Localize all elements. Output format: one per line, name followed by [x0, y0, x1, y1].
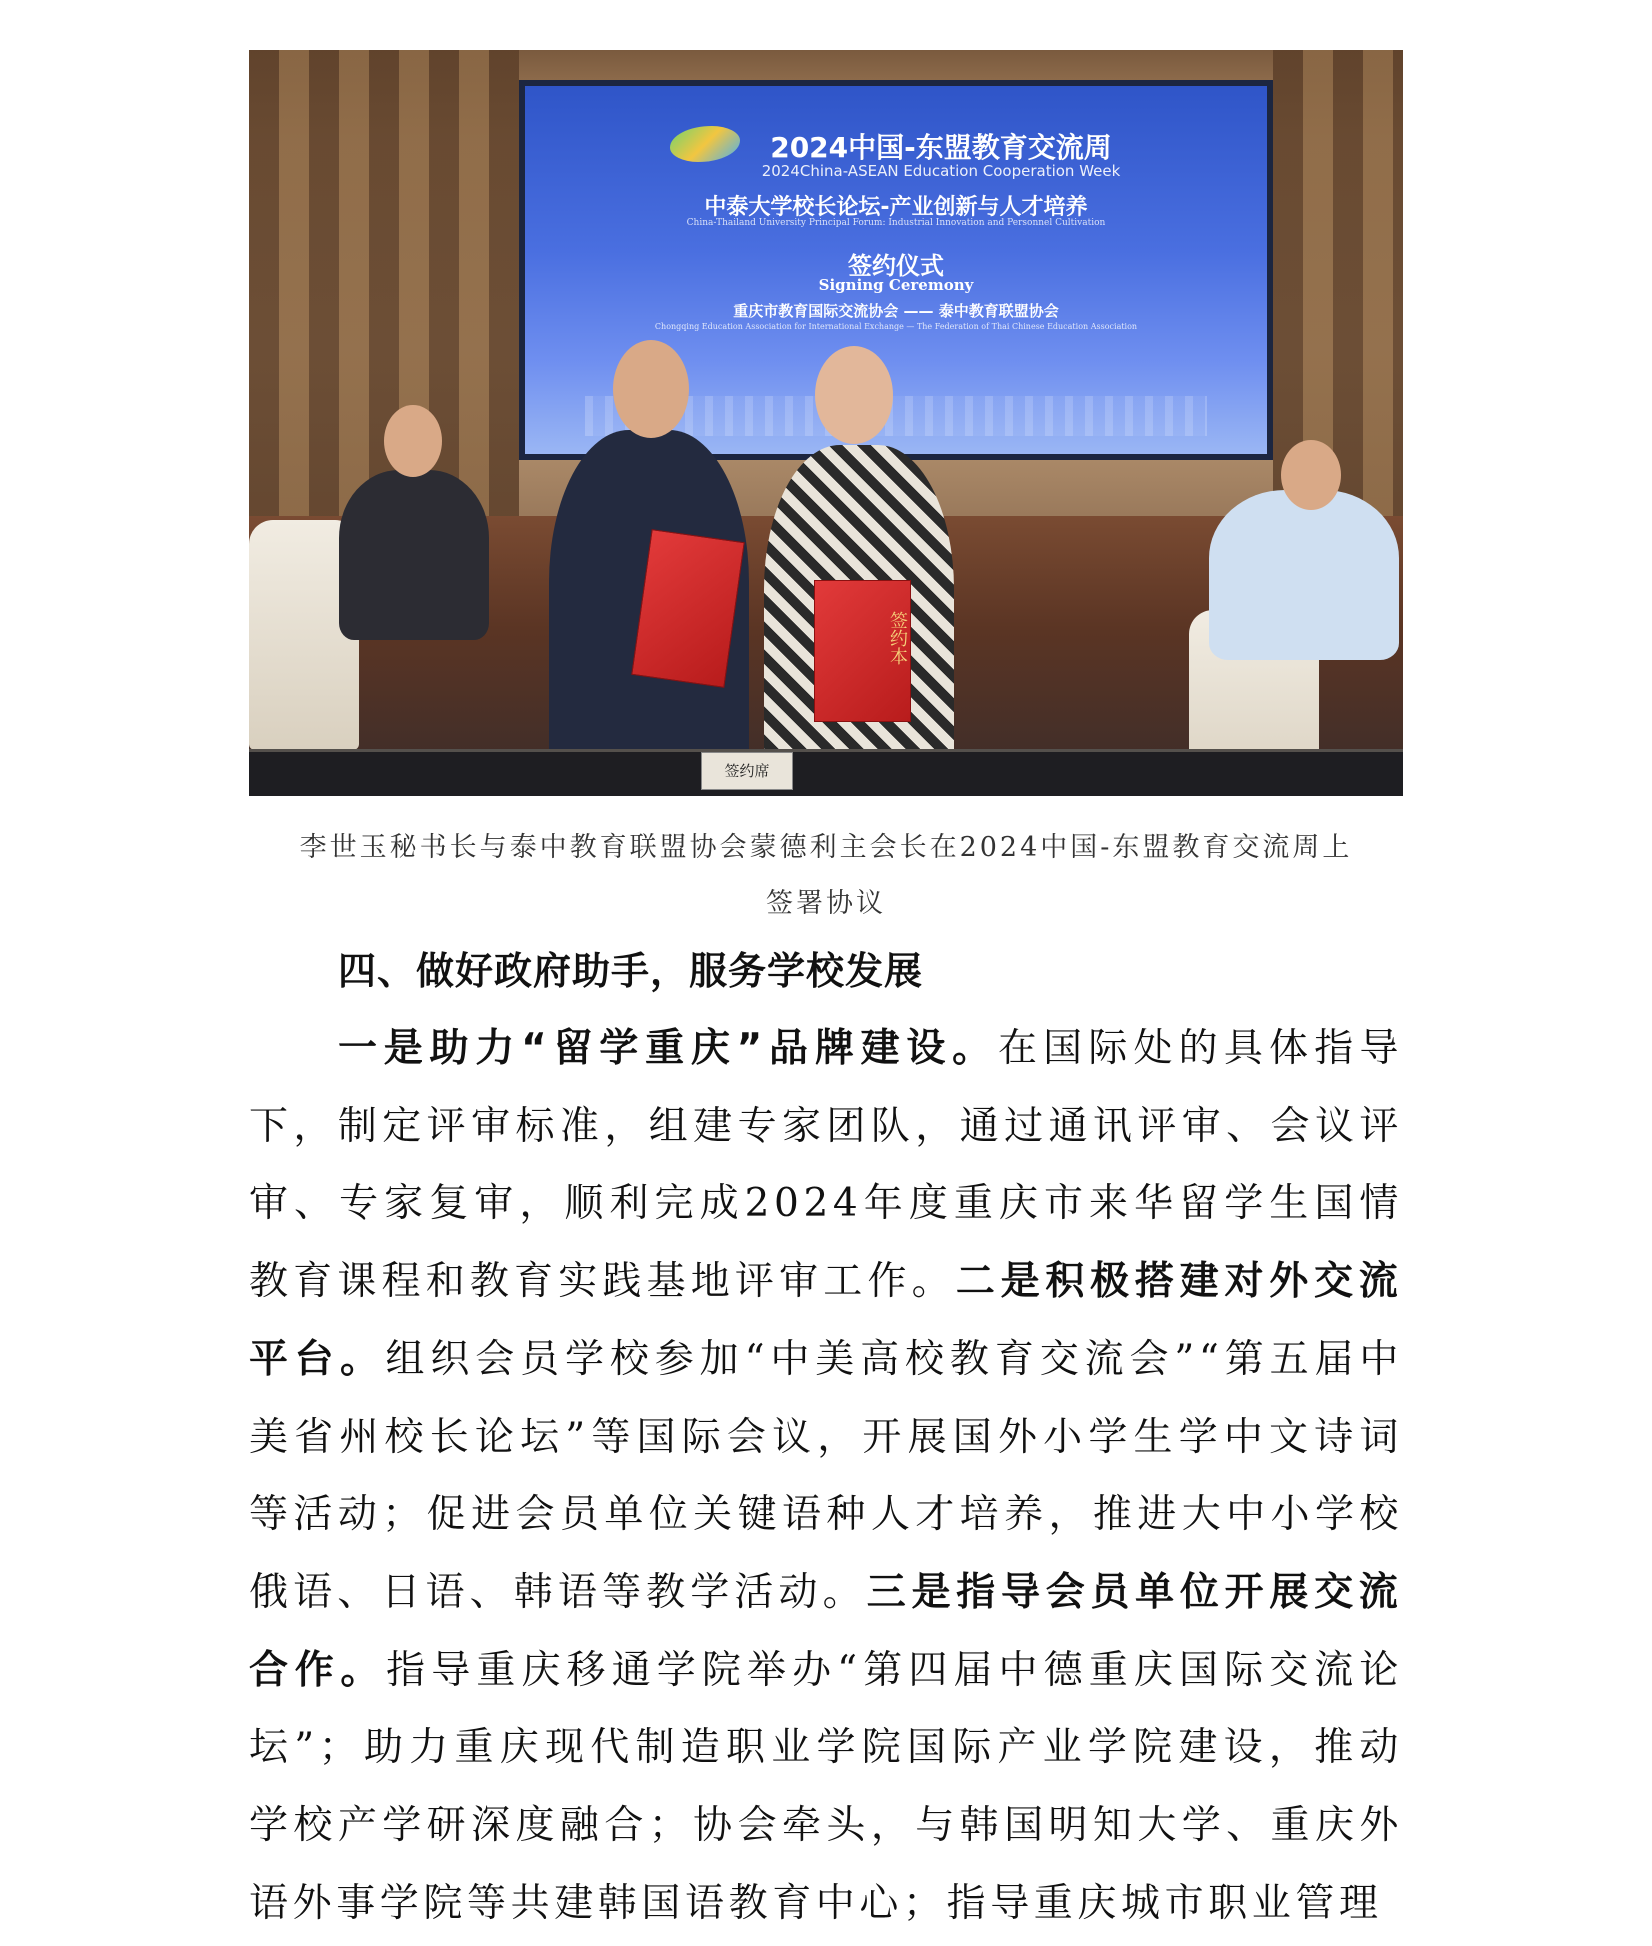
screen-ceremony-en: Signing Ceremony [818, 276, 974, 294]
folder-label: 签约本 [887, 611, 908, 665]
signing-ceremony-photo [249, 50, 1403, 796]
attendee-left [339, 470, 489, 640]
attendee-left-head [384, 405, 442, 477]
caption-line-1: 李世玉秘书长与泰中教育联盟协会蒙德利主会长在2024中国-东盟教育交流周上 [299, 832, 1353, 863]
screen-title-en: 2024China-ASEAN Education Cooperation Week [761, 162, 1121, 180]
point-2-title: 二是积极搭建对外交流平台。 [249, 1259, 1403, 1382]
screen-forum-cn: 中泰大学校长论坛-产业创新与人才培养 [704, 195, 1088, 220]
point-2-text: 组织会员学校参加“中美高校教育交流会”“第五届中美省州校长论坛”等国际会议，开展国外小学生学中文诗词等活动；促进会员单位关键语种人才培养，推进大中小学校俄语、日语、韩语等教学活动。 [249, 1336, 1403, 1615]
attendee-right [1209, 490, 1399, 660]
signatory-woman-head [815, 346, 893, 444]
signing-folder-right [814, 580, 911, 722]
seat-plate: 签约席 [701, 752, 793, 790]
point-1-text: 在国际处的具体指导下，制定评审标准，组建专家团队，通过通讯评审、会议评审、专家复审，顺利完成2024年度重庆市来华留学生国情教育课程和教育实践基地评审工作。 [249, 1026, 1403, 1305]
screen-parties-cn: 重庆市教育国际交流协会 —— 泰中教育联盟协会 [733, 302, 1059, 320]
point-3-title: 三是指导会员单位开展交流合作。 [249, 1569, 1403, 1693]
section-heading: 四、做好政府助手，服务学校发展 [338, 949, 924, 993]
body-paragraph [249, 1010, 1403, 1940]
front-table-edge [249, 749, 1403, 796]
screen-forum-en: China-Thailand University Principal Forum: Industrial Innovation and Personnel Cultivation [686, 218, 1106, 228]
screen-title-cn: 2024中国-东盟教育交流周 [770, 131, 1112, 164]
attendee-right-head [1281, 440, 1341, 510]
caption-line-2: 签署协议 [766, 888, 886, 919]
screen-parties-en: Chongqing Education Association for International Exchange — The Federation of Thai Chinese Education Association [654, 322, 1138, 331]
photo-caption [249, 820, 1403, 932]
point-3-text: 指导重庆移通学院举办“第四届中德重庆国际交流论坛”；助力重庆现代制造职业学院国际产业学院建设，推动学校产学研深度融合；协会牵头，与韩国明知大学、重庆外语外事学院等共建韩国语教育中心；指导重庆城市职业管理 [249, 1647, 1403, 1926]
point-1-title: 一是助力“留学重庆”品牌建设。 [338, 1026, 998, 1071]
screen-ceremony-cn: 签约仪式 [848, 252, 944, 280]
wood-wall-left [249, 50, 519, 530]
signatory-man-head [613, 340, 689, 438]
